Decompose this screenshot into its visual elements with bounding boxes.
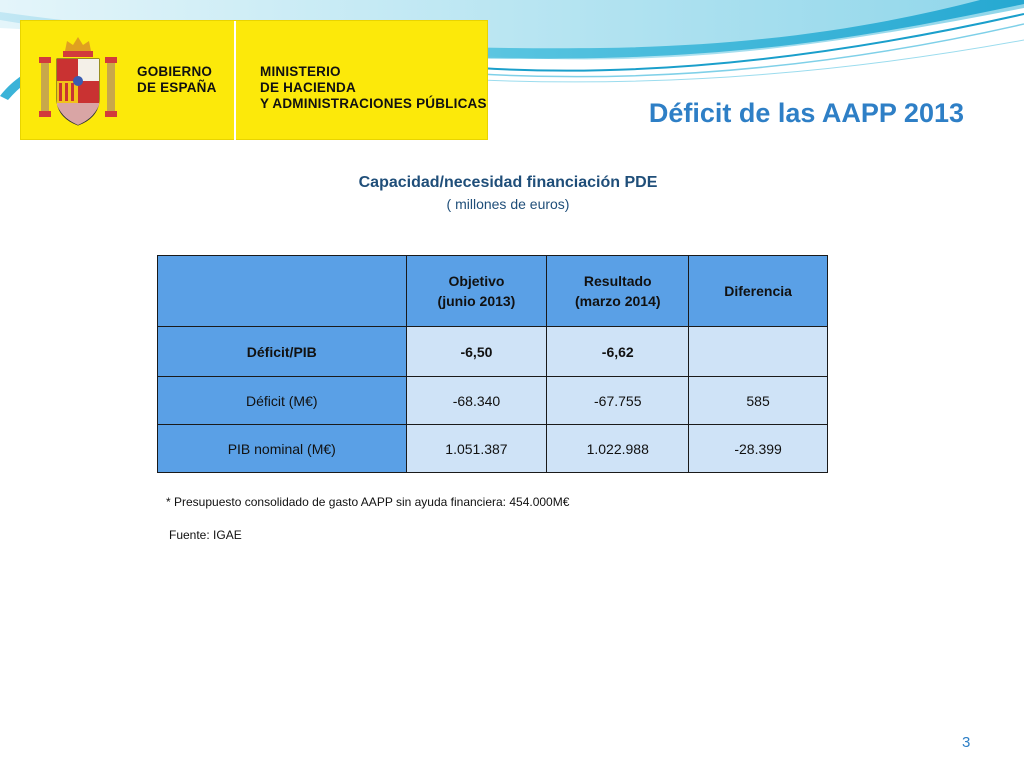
- government-logo: [20, 20, 488, 140]
- cell-diferencia: -28.399: [689, 425, 828, 473]
- header-resultado: [547, 256, 689, 327]
- cell-resultado: 1.022.988: [547, 425, 689, 473]
- cell-objetivo: 1.051.387: [406, 425, 547, 473]
- government-name: [137, 64, 217, 96]
- cell-resultado: -6,62: [547, 327, 689, 377]
- header-empty-cell: [158, 256, 407, 327]
- table-title: Capacidad/necesidad financiación PDE: [358, 174, 658, 191]
- cell-objetivo: -68.340: [406, 377, 547, 425]
- ministry-line-3: Y ADMINISTRACIONES PÚBLICAS: [260, 96, 487, 111]
- cell-diferencia: 585: [689, 377, 828, 425]
- source-note: Fuente: IGAE: [169, 528, 242, 542]
- header-resultado-line2: (marzo 2014): [574, 293, 661, 309]
- ministry-name: [260, 64, 487, 112]
- cell-resultado: -67.755: [547, 377, 689, 425]
- page-number: 3: [962, 734, 971, 751]
- row-label: Déficit/PIB: [158, 327, 407, 377]
- row-label: Déficit (M€): [158, 377, 407, 425]
- coat-of-arms-icon: [37, 35, 119, 129]
- table-units: ( millones de euros): [446, 196, 570, 212]
- footnote: * Presupuesto consolidado de gasto AAPP sin ayuda financiera: 454.000M€: [166, 495, 570, 509]
- cell-diferencia: [689, 327, 828, 377]
- header-objetivo-line1: Objetivo: [448, 273, 505, 289]
- government-line-2: DE ESPAÑA: [137, 80, 217, 95]
- cell-objetivo: -6,50: [406, 327, 547, 377]
- deficit-table: [157, 255, 828, 473]
- ministry-line-1: MINISTERIO: [260, 64, 341, 79]
- table-row: [158, 327, 828, 377]
- slide-title: Déficit de las AAPP 2013: [648, 98, 964, 128]
- table-row: [158, 425, 828, 473]
- header-objetivo: [406, 256, 547, 327]
- header-resultado-line1: Resultado: [583, 273, 652, 289]
- header-objetivo-line2: (junio 2013): [437, 293, 516, 309]
- ministry-line-2: DE HACIENDA: [260, 80, 356, 95]
- government-line-1: GOBIERNO: [137, 64, 213, 79]
- row-label: PIB nominal (M€): [158, 425, 407, 473]
- table-row: [158, 377, 828, 425]
- logo-divider: [234, 21, 236, 141]
- header-diferencia: Diferencia: [689, 256, 828, 327]
- table-header-row: [158, 256, 828, 327]
